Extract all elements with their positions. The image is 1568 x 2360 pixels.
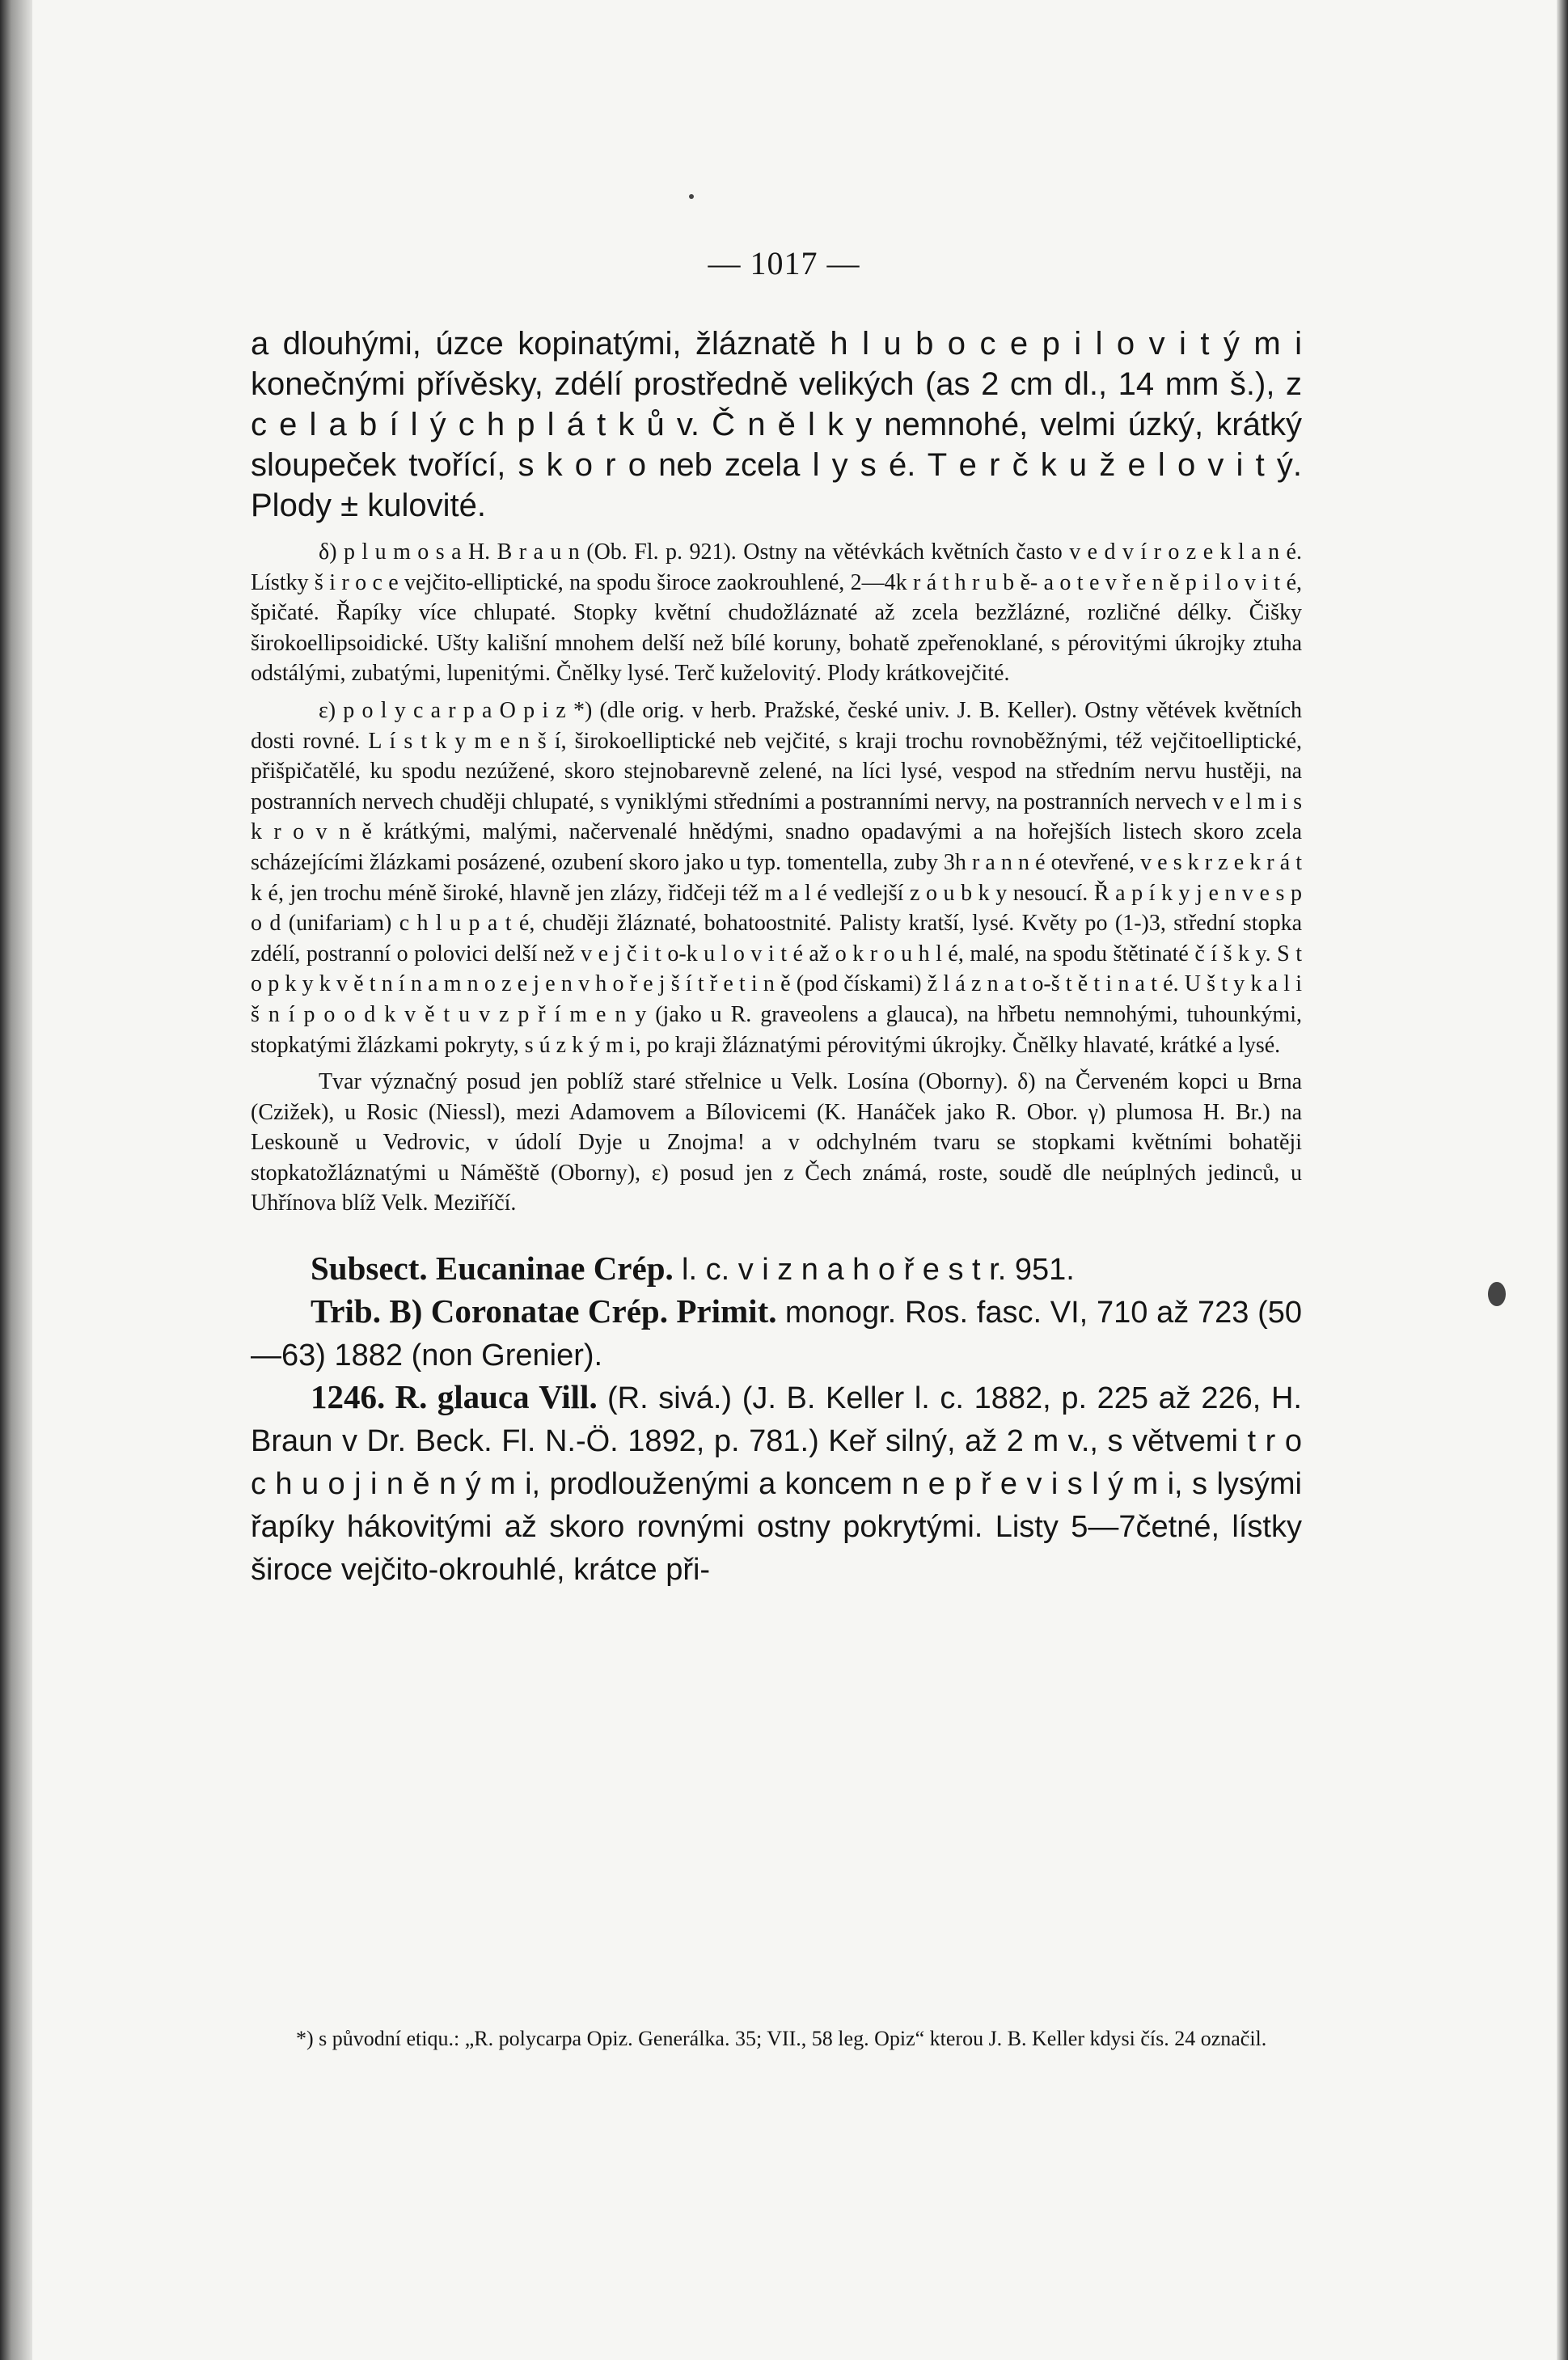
page-number: — 1017 — [708,245,860,281]
tribe-heading [251,1291,1302,1377]
subsection-title: Subsect. Eucaninae Crép. [311,1250,674,1288]
subsection-heading [251,1248,1302,1291]
page-body [251,324,1302,1591]
ink-speck [689,194,694,199]
species-title: 1246. R. glauca Vill. [311,1378,598,1416]
footnote: *) s původní etiqu.: „R. polycarpa Opiz. Generálka. 35; VII., 58 leg. Opiz“ kterou J. B. Keller kdysi čís. 24 označil. [296,2027,1267,2050]
ink-blot [1488,1282,1506,1306]
paragraph-description: a dlouhými, úzce kopinatými, žláznatě h l u b o c e p i l o v i t ý m i konečnými přívěsky, zdélí prostředně velikých (as 2 cm dl., 14 mm š.), z c e l a b í l ý c h p l á t k ů v. Č n ě l k y nemnohé, velmi úzký, krátký sloupeček tvořící, s k o r o neb zcela l y s é. T e r č k u ž e l o v i t ý. Plody ± kulovité. [251,326,1302,523]
paragraph-variety-polycarpa: ε) p o l y c a r p a O p i z *) (dle orig. v herb. Pražské, české univ. J. B. Keller). Ostny větévek květních dosti rovné. L í s t k y m e n š í, širokoelliptické neb vejčité, s kraji trochu rovnoběžnými, též vejčitoelliptické, přišpičatělé, ku spodu nezúžené, skoro stejnobarevně zelené, na líci lysé, vespod na středním nervu hustěji, na postranních nervech chuději chlupaté, s vyniklými středními a postranními nervy, na postranních nervech v e l m i s k r o v n ě krátkými, malými, načervenalé hnědými, snadno opadavými a na hořejších listech skoro zcela scházejícími žlázkami posázené, ozubení skoro jako u typ. tomentella, zuby 3h r a n n é otevřené, v e s k r z e k r á t k é, jen trochu méně široké, hlavně jen zlázy, řidčeji též m a l é vedlejší z o u b k y nesoucí. Ř a p í k y j e n v e s p o d (unifariam) c h l u p a t é, chuději žláznaté, bohatoostnité. Palisty kratší, lysé. Květy po (1-)3, střední stopka zdélí, postranní o polovici delší než v e j č i t o-k u l o v i t é až o k r o u h l é, malé, na spodu štětinaté č í š k y. S t o p k y k v ě t n í n a m n o z e j e n v h o ř e j š í t ř e t i n ě (pod čískami) ž l á z n a t o-š t ě t i n a t é. U š t y k a l i š n í p o o d k v ě t u v z p ř í m e n y (jako u R. graveolens a glauca), na hřbetu nemnohými, tuhounkými, stopkatými žlázkami pokryty, s ú z k ý m i, po kraji žláznatými pérovitými úkrojky. Čnělky hlavaté, krátké a lysé. [251,697,1302,1058]
tribe-reference: monogr. Ros. fasc. VI, 710 až 723 (50—63) 1882 (non Grenier). [251,1296,1302,1373]
tribe-title: Trib. B) Coronatae Crép. Primit. [311,1292,777,1330]
species-description: (R. sivá.) (J. B. Keller l. c. 1882, p. 225 až 226, H. Braun v Dr. Beck. Fl. N.-Ö. 1892, p. 781.) Keř silný, až 2 m v., s větvemi t r o c h u o j i n ě n ý m i, prodlouženými a koncem n e p ř e v i s l ý m i, s lysými řapíky hákovitými až skoro rovnými ostny pokrytými. Listy 5—7četné, lístky široce vejčito-okrouhlé, krátce při- [251,1381,1302,1588]
book-spine-shadow [0,0,32,2360]
paragraph-distribution: Tvar význačný posud jen poblíž staré střelnice u Velk. Losína (Oborny). δ) na Červeném kopci u Brna (Czižek), u Rosic (Niessl), mezi Adamovem a Bílovicemi (K. Hanáček jako R. Obor. γ) plumosa H. Br.) na Leskouně u Vedrovic, v údolí Dyje u Znojma! a v odchylném tvaru se stopkami květními bohatěji stopkatožláznatými u Náměště (Oborny), ε) posud jen z Čech známá, roste, soudě dle neúplných jedinců, u Uhřínova blíž Velk. Meziříčí. [251,1069,1302,1216]
species-entry [251,1377,1302,1591]
subsection-reference: l. c. v i z n a h o ř e s t r. 951. [682,1253,1075,1288]
page-edge-shadow [1557,0,1568,2360]
paragraph-variety-plumosa: δ) p l u m o s a H. B r a u n (Ob. Fl. p. 921). Ostny na větévkách květních často v e d v í r o z e k l a n é. Lístky š i r o c e vejčito-elliptické, na spodu široce zaokrouhlené, 2—4k r á t h r u b ě- a o t e v ř e n ě p i l o v i t é, špičaté. Řapíky více chlupaté. Stopky květní chudožláznaté až zcela bezžlázné, rozličné délky. Čišky širokoellipsoidické. Ušty kališní mnohem delší než bílé koruny, bohatě zpeřenoklané, s pérovitými úkrojky ztuha odstálými, zubatými, lupenitými. Čnělky lysé. Terč kuželovitý. Plody krátkovejčité. [251,539,1302,687]
